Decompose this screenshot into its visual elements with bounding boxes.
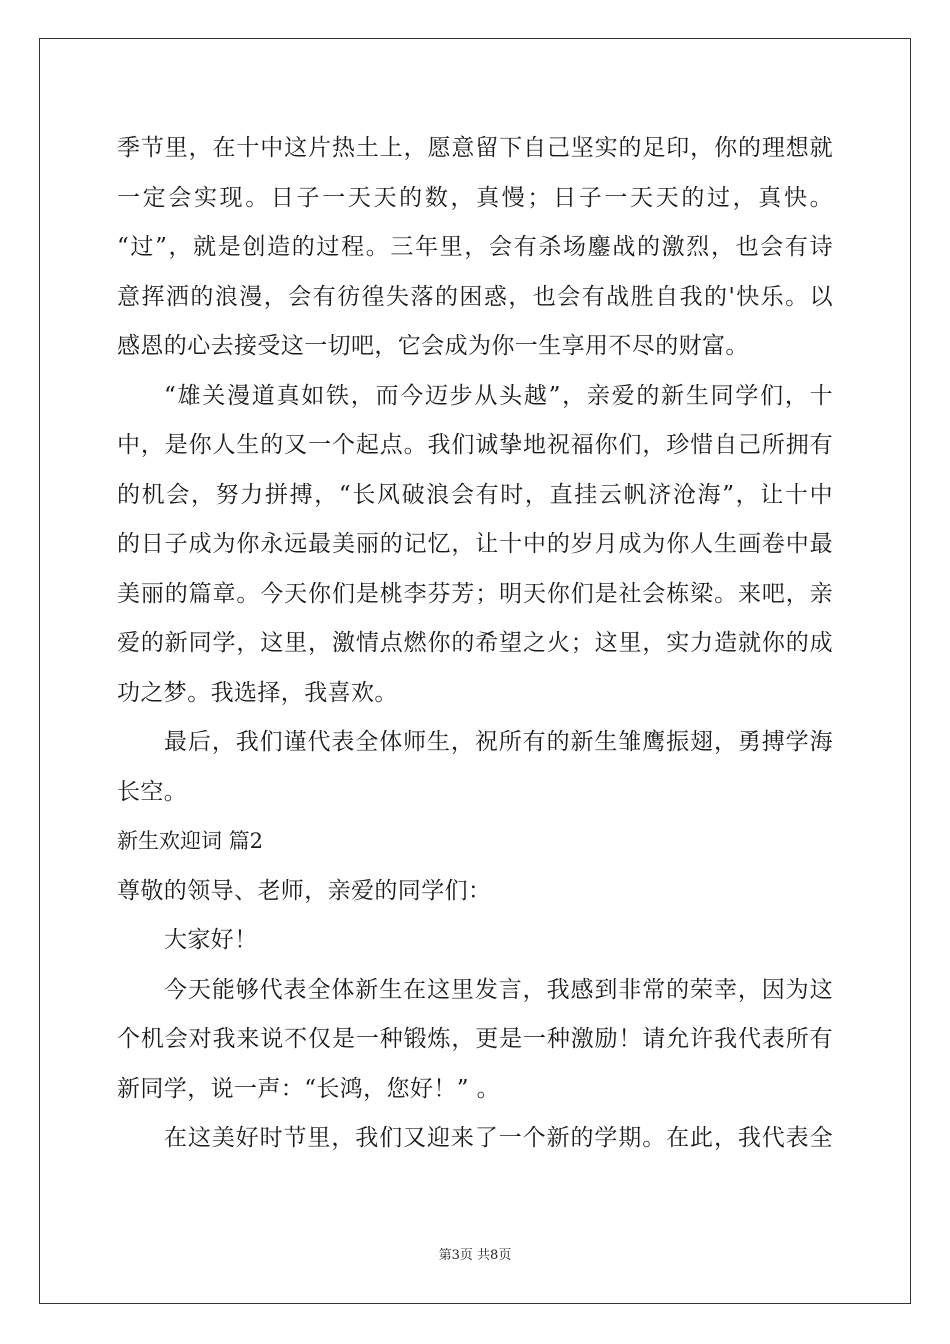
- text-line: 中，是你人生的又一个起点。我们诚挚地祝福你们，珍惜自己所拥有: [117, 432, 833, 458]
- text-block-part2: [117, 867, 833, 1164]
- text-line: 新同学，说一声：“长鸿，您好！” 。: [117, 1075, 501, 1102]
- text-line: “雄关漫道真如铁，而今迈步从头越”，亲爱的新生同学们，十: [164, 382, 833, 409]
- text-line: 今天能够代表全体新生在这里发言，我感到非常的荣幸，因为这: [164, 976, 833, 1003]
- text-line: 最后，我们谨代表全体师生，祝所有的新生雏鹰振翅，勇搏学海: [164, 729, 833, 755]
- text-line: 一定会实现。日子一天天的数，真慢；日子一天天的过，真快。: [117, 184, 833, 211]
- text-line: 个机会对我来说不仅是一种锻炼，更是一种激励！请允许我代表所有: [117, 1026, 833, 1052]
- page-footer: 第3页 共8页: [438, 1248, 512, 1263]
- text-line: 美丽的篇章。今天你们是桃李芬芳；明天你们是社会栋梁。来吧，亲: [117, 580, 833, 607]
- text-line: 的机会，努力拼搏，“长风破浪会有时，直挂云帆济沧海”，让十中: [117, 481, 833, 508]
- document-body: [117, 124, 833, 1164]
- text-line: 在这美好时节里，我们又迎来了一个新的学期。在此，我代表全: [164, 1125, 833, 1151]
- text-line: 大家好！: [164, 927, 258, 953]
- text-line: 长空。: [117, 778, 188, 805]
- text-line: 季节里，在十中这片热土上，愿意留下自己坚实的足印，你的理想就: [117, 135, 833, 161]
- text-line: 尊敬的领导、老师，亲爱的同学们：: [117, 877, 492, 904]
- text-block-part1: [117, 124, 833, 817]
- section-heading: 新生欢迎词 篇2: [117, 829, 264, 853]
- text-line: 感恩的心去接受这一切吧，它会成为你一生享用不尽的财富。: [117, 333, 749, 359]
- text-line: “过”，就是创造的过程。三年里，会有杀场鏖战的激烈，也会有诗: [117, 234, 833, 260]
- text-line: 功之梦。我选择，我喜欢。: [117, 679, 398, 706]
- text-line: 的日子成为你永远最美丽的记忆，让十中的岁月成为你人生画卷中最: [117, 531, 833, 557]
- text-line: 意挥洒的浪漫，会有彷徨失落的困惑，也会有战胜自我的'快乐。以: [117, 283, 833, 310]
- text-line: 爱的新同学，这里，激情点燃你的希望之火；这里，实力造就你的成: [117, 630, 833, 656]
